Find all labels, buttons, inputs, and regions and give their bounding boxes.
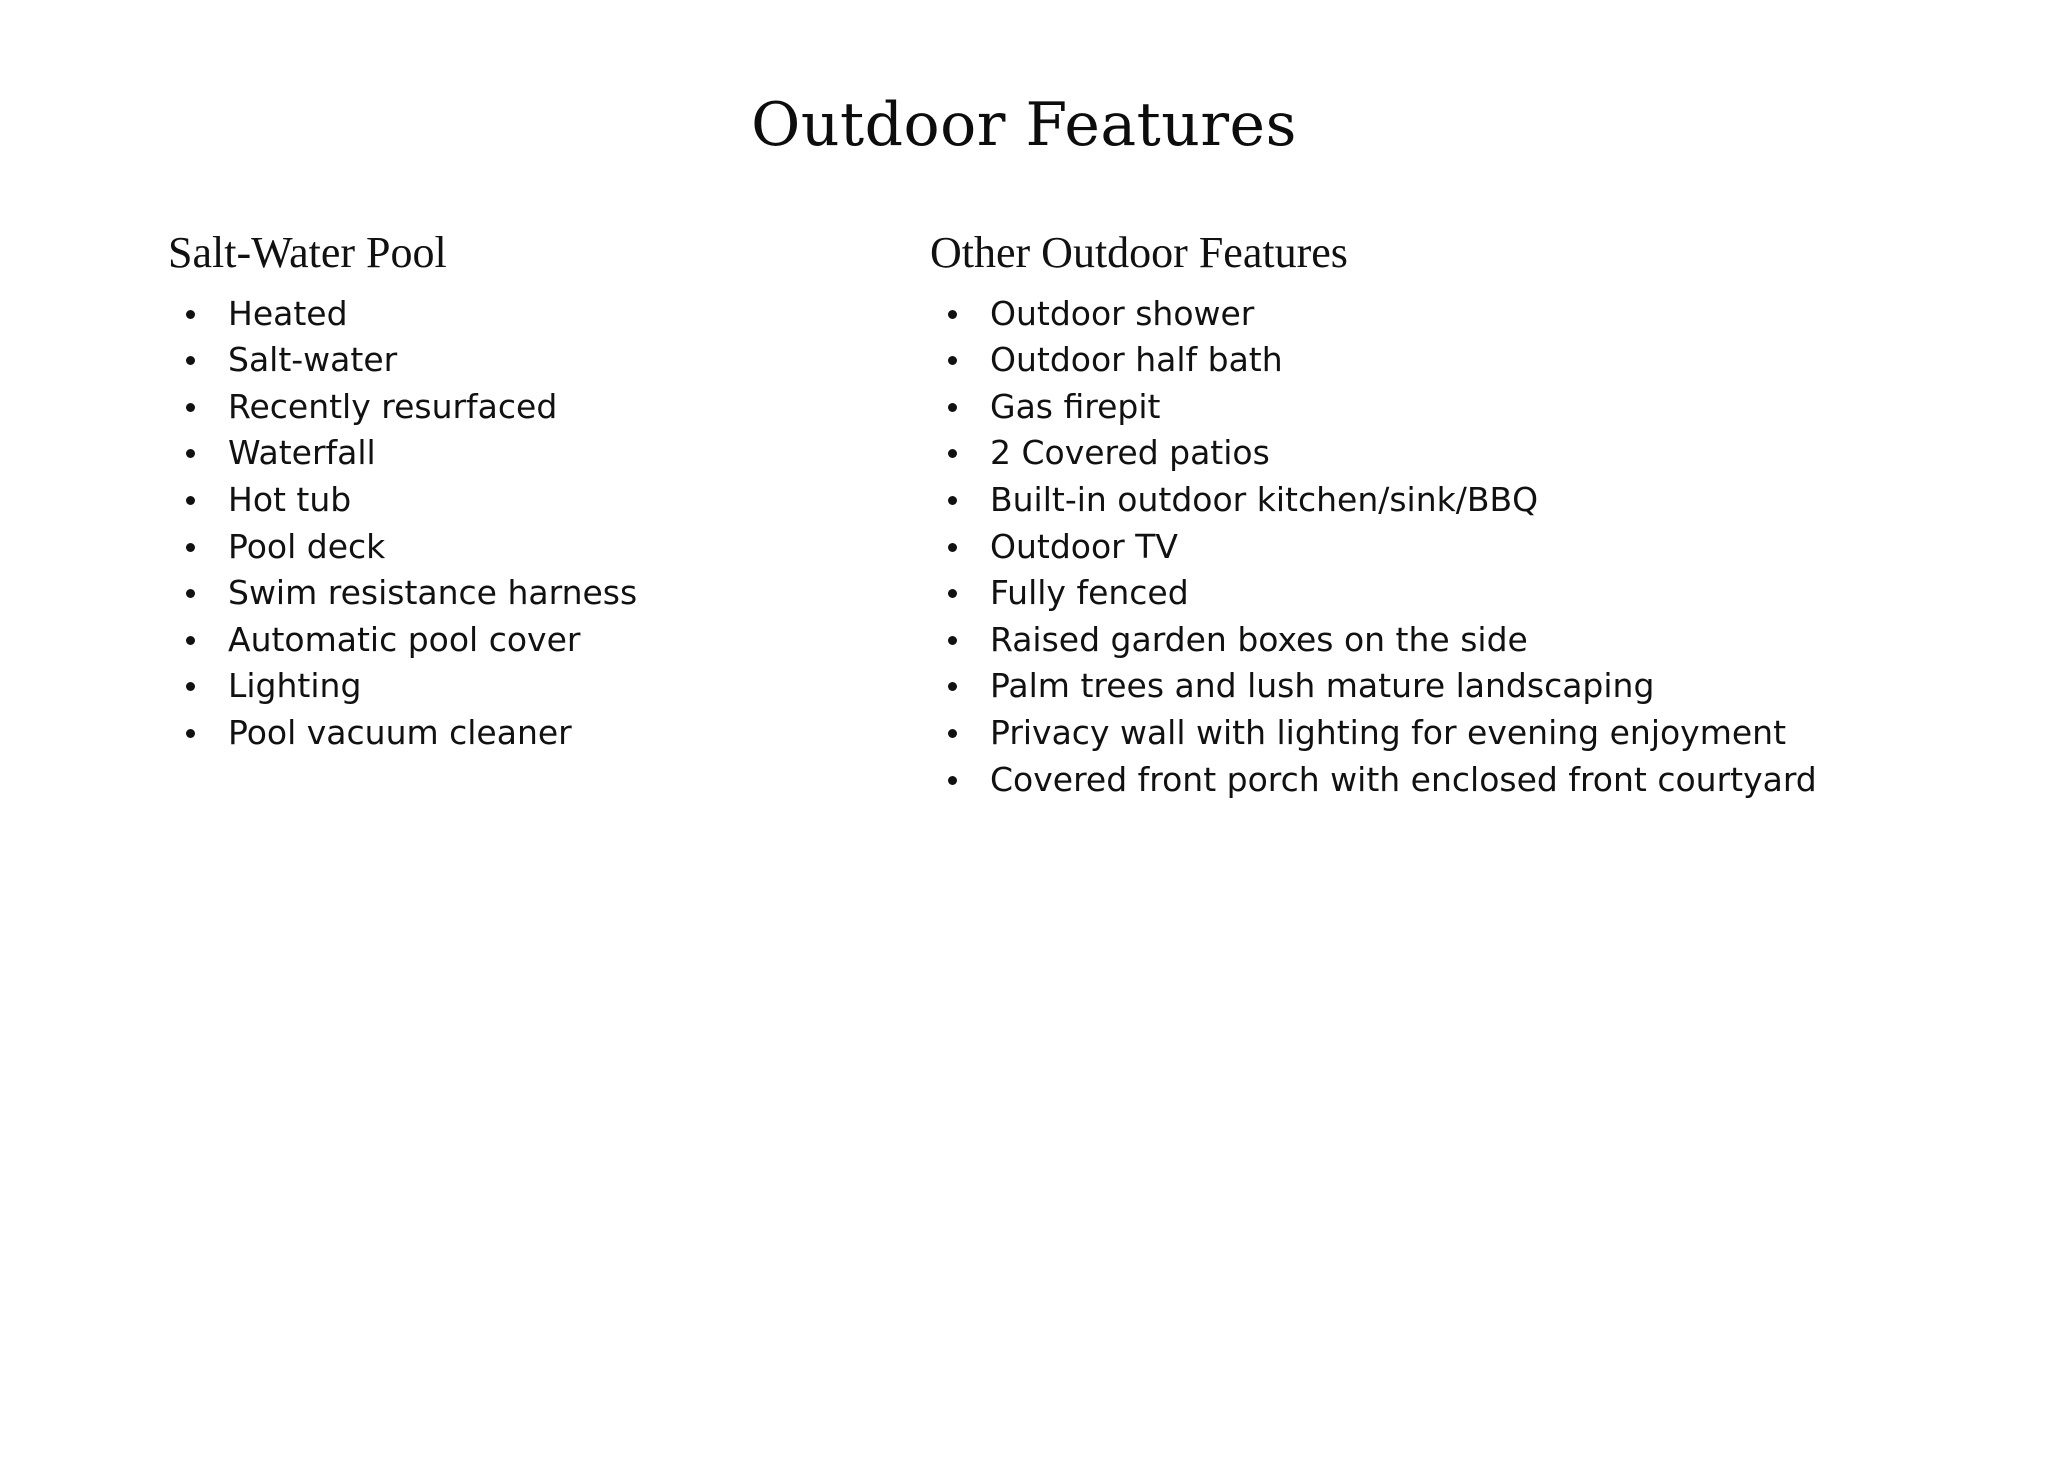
- list-item: [168, 384, 888, 431]
- bullet-icon: [948, 589, 957, 598]
- list-item: [168, 524, 888, 571]
- list-item: [168, 291, 888, 338]
- list-item: [930, 757, 1990, 804]
- list-item-text: Heated: [228, 293, 348, 333]
- bullet-icon: [186, 543, 195, 552]
- list-item-text: Swim resistance harness: [228, 573, 638, 613]
- list-item-text: Privacy wall with lighting for evening enjoyment: [990, 712, 1787, 752]
- list-item: [930, 430, 1990, 477]
- list-item-text: Built-in outdoor kitchen/sink/BBQ: [990, 479, 1539, 519]
- bullet-icon: [186, 682, 195, 691]
- bullet-icon: [948, 776, 957, 785]
- list-item-text: Recently resurfaced: [228, 386, 558, 426]
- list-item: [930, 337, 1990, 384]
- bullet-icon: [948, 636, 957, 645]
- list-item: [930, 710, 1990, 757]
- list-item-text: Waterfall: [228, 433, 376, 473]
- bullet-icon: [948, 403, 957, 412]
- list-item: [168, 337, 888, 384]
- salt-water-pool-section: [168, 228, 888, 757]
- list-item: [168, 617, 888, 664]
- list-item: [168, 430, 888, 477]
- feature-list: [168, 291, 888, 757]
- list-item-text: 2 Covered patios: [990, 433, 1270, 473]
- bullet-icon: [948, 449, 957, 458]
- list-item-text: Raised garden boxes on the side: [990, 619, 1528, 659]
- bullet-icon: [186, 356, 195, 365]
- bullet-icon: [186, 403, 195, 412]
- page-title: Outdoor Features: [751, 90, 1297, 160]
- list-item-text: Gas firepit: [990, 386, 1161, 426]
- section-heading: Salt-Water Pool: [168, 228, 447, 277]
- feature-list: [930, 291, 1990, 804]
- list-item: [930, 524, 1990, 571]
- bullet-icon: [948, 356, 957, 365]
- list-item-text: Outdoor shower: [990, 293, 1255, 333]
- list-item: [930, 384, 1990, 431]
- list-item: [930, 570, 1990, 617]
- list-item-text: Hot tub: [228, 479, 352, 519]
- list-item: [930, 477, 1990, 524]
- bullet-icon: [186, 449, 195, 458]
- other-outdoor-features-section: [930, 228, 1990, 803]
- list-item: [930, 663, 1990, 710]
- list-item-text: Covered front porch with enclosed front courtyard: [990, 759, 1817, 799]
- bullet-icon: [186, 729, 195, 738]
- list-item-text: Outdoor half bath: [990, 340, 1283, 380]
- bullet-icon: [948, 496, 957, 505]
- list-item-text: Pool deck: [228, 526, 386, 566]
- bullet-icon: [186, 589, 195, 598]
- list-item-text: Salt-water: [228, 340, 398, 380]
- list-item: [168, 710, 888, 757]
- list-item: [168, 663, 888, 710]
- bullet-icon: [948, 310, 957, 319]
- bullet-icon: [186, 310, 195, 319]
- bullet-icon: [186, 636, 195, 645]
- bullet-icon: [948, 543, 957, 552]
- bullet-icon: [186, 496, 195, 505]
- list-item: [930, 617, 1990, 664]
- list-item-text: Palm trees and lush mature landscaping: [990, 666, 1655, 706]
- section-heading: Other Outdoor Features: [930, 228, 1348, 277]
- list-item-text: Fully fenced: [990, 573, 1189, 613]
- list-item-text: Outdoor TV: [990, 526, 1178, 566]
- bullet-icon: [948, 682, 957, 691]
- list-item: [930, 291, 1990, 338]
- list-item-text: Lighting: [228, 666, 362, 706]
- bullet-icon: [948, 729, 957, 738]
- list-item-text: Pool vacuum cleaner: [228, 712, 572, 752]
- list-item-text: Automatic pool cover: [228, 619, 581, 659]
- list-item: [168, 570, 888, 617]
- list-item: [168, 477, 888, 524]
